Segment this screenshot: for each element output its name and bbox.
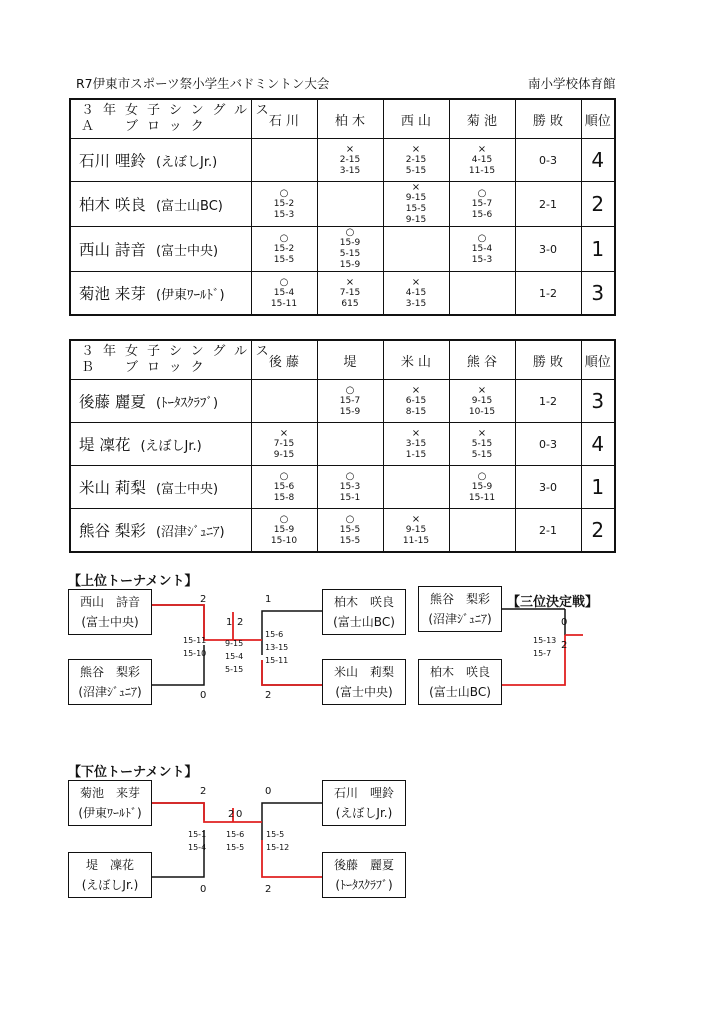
set-score: 5-15 bbox=[405, 165, 427, 176]
set-score: 15-5 bbox=[339, 524, 361, 535]
set-score: 15-1 bbox=[339, 492, 361, 503]
result-symbol: ○ bbox=[279, 513, 289, 525]
player-club: (ﾄｰﾀｽｸﾗﾌﾞ) bbox=[155, 396, 219, 411]
column-header: 順位 bbox=[581, 340, 615, 380]
win-loss: 1-2 bbox=[515, 380, 581, 423]
rank: 3 bbox=[581, 272, 615, 316]
set-score: 15-5 bbox=[339, 535, 361, 546]
result-symbol: × bbox=[477, 143, 487, 155]
set-score: 8-15 bbox=[405, 406, 427, 417]
set-score: 6-15 bbox=[405, 395, 427, 406]
result-symbol: ○ bbox=[345, 470, 355, 482]
player-name: 熊谷 梨彩 bbox=[79, 522, 146, 540]
rank: 4 bbox=[581, 423, 615, 466]
set-score: 15-5 bbox=[273, 254, 295, 265]
player-name: 菊池 来芽 bbox=[79, 285, 146, 303]
column-header: 柏 木 bbox=[317, 99, 383, 139]
set-score: 15-3 bbox=[471, 254, 493, 265]
set-score: 2-15 bbox=[339, 154, 361, 165]
set-score: 5-15 bbox=[471, 438, 493, 449]
player-box: 熊谷 梨彩 (沼津ｼﾞｭﾆｱ) bbox=[68, 659, 152, 705]
result-symbol: × bbox=[279, 427, 289, 439]
score: 2 bbox=[237, 617, 244, 628]
set-score: 15-4 bbox=[471, 243, 493, 254]
venue: 南小学校体育館 bbox=[528, 76, 616, 91]
set-scores: 15-6 15-5 bbox=[226, 830, 245, 852]
rank: 3 bbox=[581, 380, 615, 423]
set-scores: 15-6 13-15 15-11 bbox=[265, 630, 289, 665]
result-symbol: × bbox=[411, 182, 421, 193]
set-score: 3-15 bbox=[405, 438, 427, 449]
set-score: 9-15 bbox=[471, 395, 493, 406]
set-score: 15-3 bbox=[273, 209, 295, 220]
column-header: 熊 谷 bbox=[449, 340, 515, 380]
set-score: 15-11 bbox=[270, 298, 298, 309]
column-header: 勝 敗 bbox=[515, 340, 581, 380]
score: 0 bbox=[236, 809, 243, 820]
player-box: 熊谷 梨彩 (沼津ｼﾞｭﾆｱ) bbox=[418, 586, 502, 632]
column-header: 後 藤 bbox=[251, 340, 317, 380]
set-score: 1-15 bbox=[405, 449, 427, 460]
set-score: 15-2 bbox=[273, 198, 295, 209]
player-club: (えぼしJr.) bbox=[140, 439, 202, 454]
player-name: 西山 詩音 bbox=[79, 241, 146, 259]
score: 2 bbox=[265, 884, 272, 895]
rank: 1 bbox=[581, 227, 615, 272]
result-symbol: × bbox=[411, 513, 421, 525]
rank: 1 bbox=[581, 466, 615, 509]
set-score: 2-15 bbox=[405, 154, 427, 165]
set-score: 4-15 bbox=[471, 154, 493, 165]
column-header: 勝 敗 bbox=[515, 99, 581, 139]
set-score: 615 bbox=[341, 298, 359, 309]
score: 2 bbox=[200, 594, 207, 605]
score: 2 bbox=[200, 786, 207, 797]
result-symbol: × bbox=[345, 143, 355, 155]
result-symbol: ○ bbox=[477, 187, 487, 199]
set-score: 4-15 bbox=[405, 287, 427, 298]
score: 1 bbox=[226, 617, 233, 628]
score: 1 bbox=[265, 594, 272, 605]
set-score: 7-15 bbox=[273, 438, 295, 449]
set-score: 15-11 bbox=[468, 492, 496, 503]
player-club: (伊東ﾜｰﾙﾄﾞ) bbox=[155, 288, 225, 303]
rank: 4 bbox=[581, 139, 615, 182]
result-symbol: ○ bbox=[477, 470, 487, 482]
set-score: 15-7 bbox=[339, 395, 361, 406]
set-score: 3-15 bbox=[405, 298, 427, 309]
set-score: 15-5 bbox=[405, 204, 427, 214]
column-header: 堤 bbox=[317, 340, 383, 380]
set-score: 3-15 bbox=[339, 165, 361, 176]
player-club: (富士中央) bbox=[155, 244, 219, 259]
set-score: 15-10 bbox=[270, 535, 298, 546]
set-score: 15-9 bbox=[273, 524, 295, 535]
set-score: 5-15 bbox=[471, 449, 493, 460]
score: 2 bbox=[561, 640, 568, 651]
result-symbol: ○ bbox=[279, 232, 289, 244]
result-symbol: ○ bbox=[279, 187, 289, 199]
player-box: 堤 凜花 (えぼしJr.) bbox=[68, 852, 152, 898]
set-score: 15-7 bbox=[471, 198, 493, 209]
set-score: 15-4 bbox=[273, 287, 295, 298]
column-header: 西 山 bbox=[383, 99, 449, 139]
set-score: 9-15 bbox=[405, 193, 427, 203]
set-scores: 9-15 15-4 5-15 bbox=[225, 639, 244, 674]
set-score: 11-15 bbox=[402, 535, 430, 546]
score: 0 bbox=[200, 690, 207, 701]
player-name: 米山 莉梨 bbox=[79, 479, 146, 497]
block-label: ３年女子シングルス Ａ ブロック bbox=[70, 99, 251, 139]
player-box: 柏木 咲良 (富士山BC) bbox=[418, 659, 502, 705]
set-scores: 15-13 15-7 bbox=[533, 636, 557, 658]
player-box: 石川 哩鈴 (えぼしJr.) bbox=[322, 780, 406, 826]
result-symbol: × bbox=[477, 384, 487, 396]
score: 2 bbox=[228, 809, 235, 820]
win-loss: 2-1 bbox=[515, 509, 581, 553]
player-box: 菊池 来芽 (伊東ﾜｰﾙﾄﾞ) bbox=[68, 780, 152, 826]
result-symbol: × bbox=[345, 276, 355, 288]
win-loss: 3-0 bbox=[515, 227, 581, 272]
win-loss: 3-0 bbox=[515, 466, 581, 509]
set-scores: 15-5 15-12 bbox=[266, 830, 290, 852]
player-club: (富士中央) bbox=[155, 482, 219, 497]
player-club: (沼津ｼﾞｭﾆｱ) bbox=[155, 525, 225, 540]
event-title: R7伊東市スポーツ祭小学生バドミントン大会 bbox=[76, 76, 330, 91]
win-loss: 1-2 bbox=[515, 272, 581, 316]
result-symbol: ○ bbox=[279, 276, 289, 288]
result-symbol: × bbox=[411, 143, 421, 155]
result-symbol: ○ bbox=[345, 384, 355, 396]
score: 0 bbox=[200, 884, 207, 895]
set-score: 15-9 bbox=[471, 481, 493, 492]
set-score: 15-6 bbox=[471, 209, 493, 220]
result-symbol: × bbox=[477, 427, 487, 439]
result-symbol: × bbox=[411, 384, 421, 396]
result-symbol: ○ bbox=[345, 513, 355, 525]
set-score: 15-9 bbox=[339, 238, 361, 248]
set-score: 15-2 bbox=[273, 243, 295, 254]
upper-tournament-title: 【上位トーナメント】 bbox=[68, 574, 198, 589]
set-score: 9-15 bbox=[405, 524, 427, 535]
score: 0 bbox=[561, 617, 568, 628]
result-symbol: ○ bbox=[345, 227, 355, 238]
set-score: 7-15 bbox=[339, 287, 361, 298]
rank: 2 bbox=[581, 182, 615, 227]
win-loss: 0-3 bbox=[515, 139, 581, 182]
set-scores: 15-1 15-4 bbox=[188, 830, 207, 852]
column-header: 菊 池 bbox=[449, 99, 515, 139]
column-header: 米 山 bbox=[383, 340, 449, 380]
player-name: 柏木 咲良 bbox=[79, 196, 146, 214]
set-score: 15-9 bbox=[339, 260, 361, 270]
score: 2 bbox=[265, 690, 272, 701]
set-score: 10-15 bbox=[468, 406, 496, 417]
set-score: 5-15 bbox=[339, 249, 361, 259]
result-symbol: ○ bbox=[279, 470, 289, 482]
player-name: 石川 哩鈴 bbox=[79, 152, 146, 170]
column-header: 順位 bbox=[581, 99, 615, 139]
set-scores: 15-11 15-10 bbox=[183, 636, 207, 658]
result-symbol: × bbox=[411, 276, 421, 288]
player-box: 西山 詩音 (富士中央) bbox=[68, 589, 152, 635]
score: 0 bbox=[265, 786, 272, 797]
win-loss: 2-1 bbox=[515, 182, 581, 227]
player-name: 堤 凜花 bbox=[79, 436, 131, 454]
player-box: 柏木 咲良 (富士山BC) bbox=[322, 589, 406, 635]
set-score: 15-6 bbox=[273, 481, 295, 492]
set-score: 11-15 bbox=[468, 165, 496, 176]
win-loss: 0-3 bbox=[515, 423, 581, 466]
player-box: 米山 莉梨 (富士中央) bbox=[322, 659, 406, 705]
result-symbol: ○ bbox=[477, 232, 487, 244]
set-score: 15-8 bbox=[273, 492, 295, 503]
set-score: 15-9 bbox=[339, 406, 361, 417]
column-header: 石 川 bbox=[251, 99, 317, 139]
block-label: ３年女子シングルス Ｂ ブロック bbox=[70, 340, 251, 380]
set-score: 9-15 bbox=[273, 449, 295, 460]
third-place-title: 【三位決定戦】 bbox=[507, 595, 599, 610]
set-score: 9-15 bbox=[405, 215, 427, 225]
set-score: 15-3 bbox=[339, 481, 361, 492]
rank: 2 bbox=[581, 509, 615, 553]
player-club: (富士山BC) bbox=[155, 199, 223, 214]
player-box: 後藤 麗夏 (ﾄｰﾀｽｸﾗﾌﾞ) bbox=[322, 852, 406, 898]
lower-tournament-title: 【下位トーナメント】 bbox=[68, 765, 198, 780]
player-club: (えぼしJr.) bbox=[155, 155, 218, 170]
player-name: 後藤 麗夏 bbox=[79, 393, 146, 411]
result-symbol: × bbox=[411, 427, 421, 439]
